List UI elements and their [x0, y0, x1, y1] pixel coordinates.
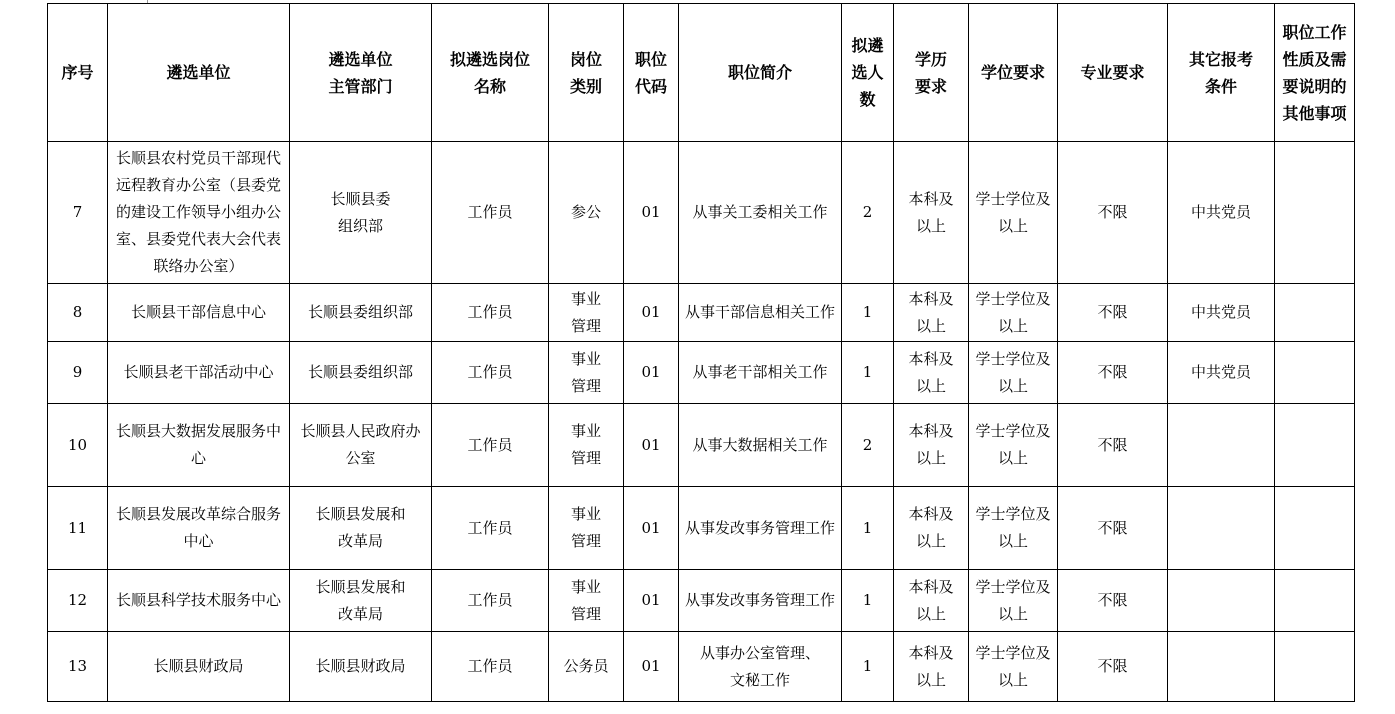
cell-position-summary: 从事关工委相关工作: [679, 142, 842, 284]
cell-unit: 长顺县大数据发展服务中 心: [108, 404, 290, 487]
header-row: [48, 4, 1355, 142]
cell-degree: 学士学位及 以上: [969, 342, 1058, 404]
table-body: [48, 142, 1355, 702]
cell-headcount: 1: [842, 284, 894, 342]
cell-position-category: 事业 管理: [549, 284, 624, 342]
cell-position-summary: 从事发改事务管理工作: [679, 570, 842, 632]
cell-headcount: 1: [842, 570, 894, 632]
cell-position-category: 事业 管理: [549, 342, 624, 404]
table-row: [48, 142, 1355, 284]
cell-headcount: 1: [842, 632, 894, 702]
cell-education: 本科及 以上: [894, 342, 969, 404]
cell-headcount: 1: [842, 342, 894, 404]
cell-unit: 长顺县干部信息中心: [108, 284, 290, 342]
cell-supervisor: 长顺县委 组织部: [290, 142, 432, 284]
cell-seq: 13: [48, 632, 108, 702]
cell-position-code: 01: [624, 487, 679, 570]
table-row: [48, 284, 1355, 342]
cell-position-code: 01: [624, 284, 679, 342]
cell-notes: [1275, 404, 1355, 487]
cell-position-summary: 从事大数据相关工作: [679, 404, 842, 487]
cell-headcount: 2: [842, 142, 894, 284]
cell-unit: 长顺县老干部活动中心: [108, 342, 290, 404]
cell-position-summary: 从事发改事务管理工作: [679, 487, 842, 570]
cell-education: 本科及 以上: [894, 632, 969, 702]
cell-notes: [1275, 632, 1355, 702]
cell-unit: 长顺县农村党员干部现代 远程教育办公室（县委党 的建设工作领导小组办公 室、县委党代表大会代表 联络办公室）: [108, 142, 290, 284]
cell-education: 本科及 以上: [894, 487, 969, 570]
cell-headcount: 2: [842, 404, 894, 487]
header-education: 学历 要求: [894, 4, 969, 142]
cell-major: 不限: [1058, 342, 1168, 404]
cell-degree: 学士学位及 以上: [969, 487, 1058, 570]
cell-position-code: 01: [624, 342, 679, 404]
cell-position-name: 工作员: [432, 570, 549, 632]
cell-notes: [1275, 142, 1355, 284]
recruitment-table: [47, 3, 1355, 702]
table-row: [48, 342, 1355, 404]
header-supervisor: 遴选单位 主管部门: [290, 4, 432, 142]
cell-position-summary: 从事干部信息相关工作: [679, 284, 842, 342]
header-seq: 序号: [48, 4, 108, 142]
cell-supervisor: 长顺县财政局: [290, 632, 432, 702]
cell-other-conditions: [1168, 570, 1275, 632]
cell-education: 本科及 以上: [894, 284, 969, 342]
cell-other-conditions: 中共党员: [1168, 284, 1275, 342]
cell-unit: 长顺县科学技术服务中心: [108, 570, 290, 632]
cell-major: 不限: [1058, 487, 1168, 570]
cell-education: 本科及 以上: [894, 570, 969, 632]
cell-education: 本科及 以上: [894, 142, 969, 284]
cell-education: 本科及 以上: [894, 404, 969, 487]
cell-seq: 8: [48, 284, 108, 342]
cell-degree: 学士学位及 以上: [969, 404, 1058, 487]
header-degree: 学位要求: [969, 4, 1058, 142]
cell-position-summary: 从事老干部相关工作: [679, 342, 842, 404]
cell-degree: 学士学位及 以上: [969, 142, 1058, 284]
cell-position-name: 工作员: [432, 632, 549, 702]
cell-unit: 长顺县财政局: [108, 632, 290, 702]
header-position-name: 拟遴选岗位 名称: [432, 4, 549, 142]
cell-supervisor: 长顺县委组织部: [290, 284, 432, 342]
header-position-code: 职位 代码: [624, 4, 679, 142]
cell-major: 不限: [1058, 142, 1168, 284]
cell-notes: [1275, 487, 1355, 570]
cell-position-category: 事业 管理: [549, 487, 624, 570]
cell-supervisor: 长顺县委组织部: [290, 342, 432, 404]
cell-notes: [1275, 570, 1355, 632]
table-row: [48, 632, 1355, 702]
table-header: [48, 4, 1355, 142]
cell-other-conditions: [1168, 404, 1275, 487]
cell-position-name: 工作员: [432, 404, 549, 487]
header-notes: 职位工作 性质及需 要说明的 其他事项: [1275, 4, 1355, 142]
cell-position-code: 01: [624, 632, 679, 702]
header-unit: 遴选单位: [108, 4, 290, 142]
header-position-category: 岗位 类别: [549, 4, 624, 142]
cell-major: 不限: [1058, 404, 1168, 487]
header-headcount: 拟遴 选人 数: [842, 4, 894, 142]
header-major: 专业要求: [1058, 4, 1168, 142]
header-position-summary: 职位简介: [679, 4, 842, 142]
cell-supervisor: 长顺县发展和 改革局: [290, 487, 432, 570]
cell-position-category: 参公: [549, 142, 624, 284]
cell-seq: 11: [48, 487, 108, 570]
cell-degree: 学士学位及 以上: [969, 632, 1058, 702]
cell-major: 不限: [1058, 284, 1168, 342]
cell-notes: [1275, 284, 1355, 342]
cell-position-code: 01: [624, 570, 679, 632]
cell-degree: 学士学位及 以上: [969, 284, 1058, 342]
cell-position-category: 事业 管理: [549, 570, 624, 632]
table-row: [48, 570, 1355, 632]
cell-major: 不限: [1058, 570, 1168, 632]
cell-position-code: 01: [624, 404, 679, 487]
cell-other-conditions: 中共党员: [1168, 142, 1275, 284]
cell-position-code: 01: [624, 142, 679, 284]
cell-position-name: 工作员: [432, 487, 549, 570]
cell-position-name: 工作员: [432, 342, 549, 404]
cell-position-name: 工作员: [432, 142, 549, 284]
header-other-conditions: 其它报考 条件: [1168, 4, 1275, 142]
cell-other-conditions: 中共党员: [1168, 342, 1275, 404]
cell-position-summary: 从事办公室管理、 文秘工作: [679, 632, 842, 702]
recruitment-table-sheet: [47, 3, 1355, 702]
cell-seq: 9: [48, 342, 108, 404]
cell-seq: 10: [48, 404, 108, 487]
cell-seq: 12: [48, 570, 108, 632]
cell-headcount: 1: [842, 487, 894, 570]
cell-degree: 学士学位及 以上: [969, 570, 1058, 632]
table-row: [48, 487, 1355, 570]
cell-seq: 7: [48, 142, 108, 284]
table-row: [48, 404, 1355, 487]
cell-other-conditions: [1168, 487, 1275, 570]
cell-notes: [1275, 342, 1355, 404]
cell-other-conditions: [1168, 632, 1275, 702]
cell-supervisor: 长顺县发展和 改革局: [290, 570, 432, 632]
cell-position-category: 公务员: [549, 632, 624, 702]
cell-position-name: 工作员: [432, 284, 549, 342]
cell-unit: 长顺县发展改革综合服务 中心: [108, 487, 290, 570]
cell-position-category: 事业 管理: [549, 404, 624, 487]
cell-supervisor: 长顺县人民政府办 公室: [290, 404, 432, 487]
cell-major: 不限: [1058, 632, 1168, 702]
